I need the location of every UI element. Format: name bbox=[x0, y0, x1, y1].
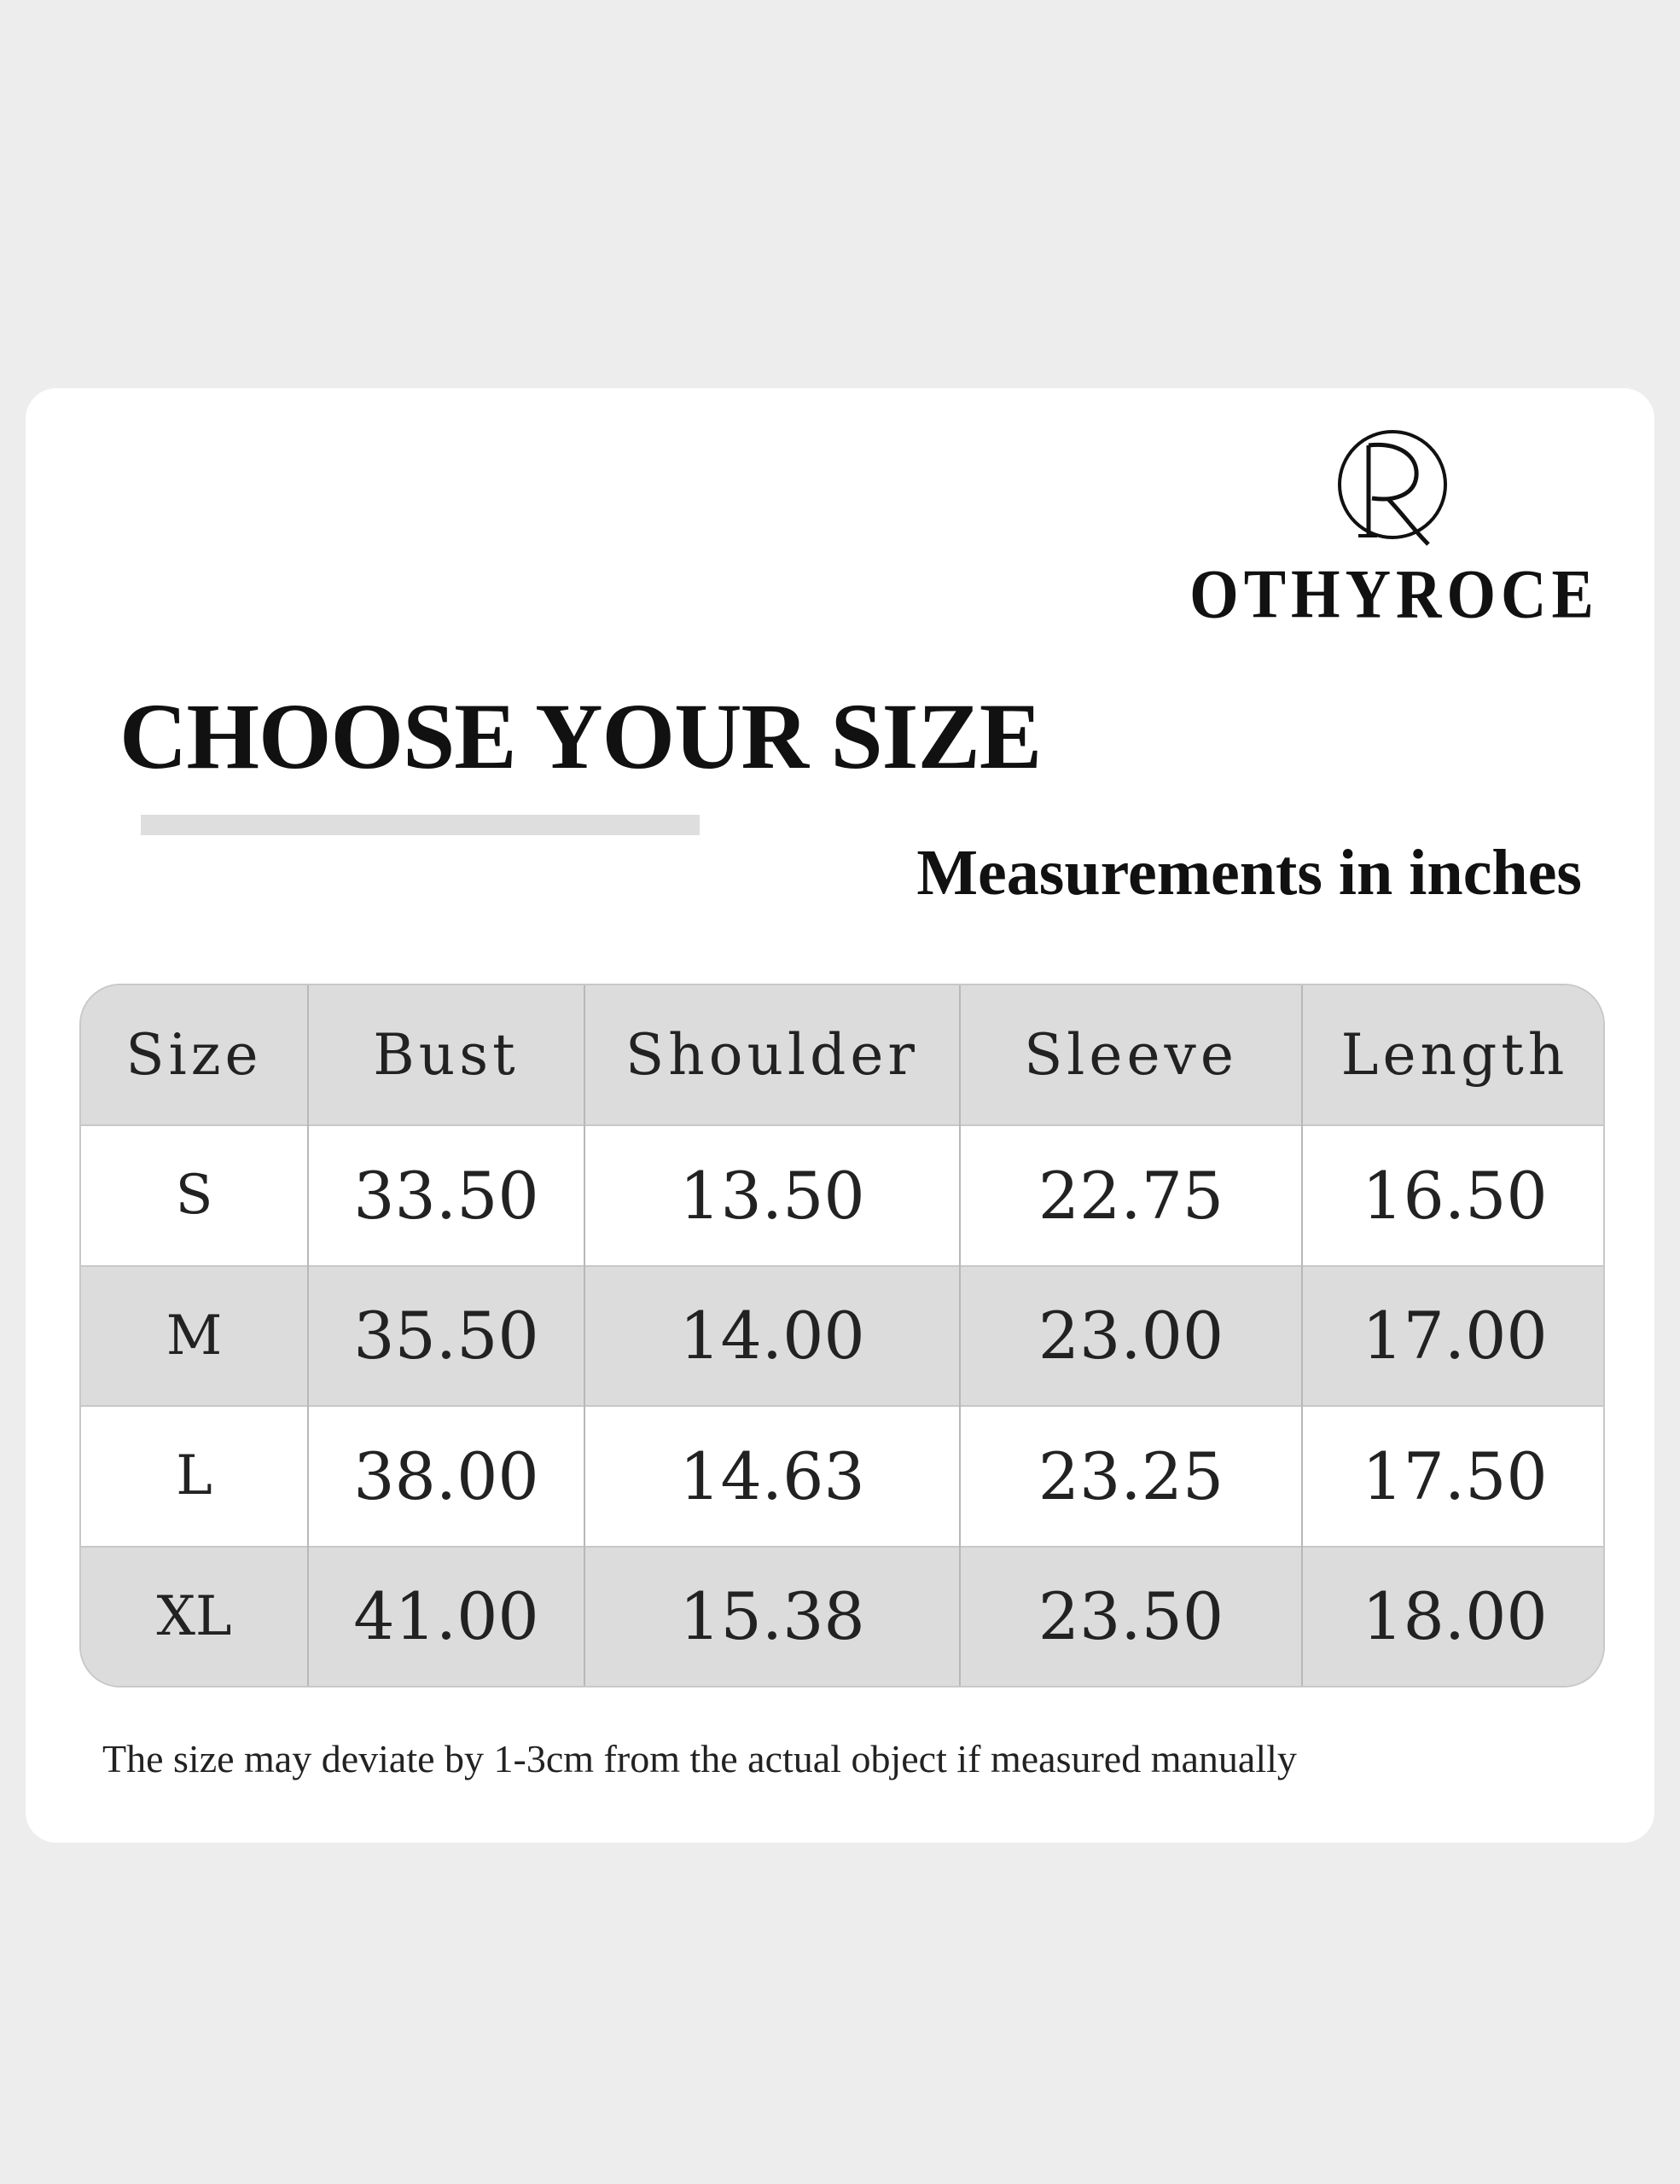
page-title: CHOOSE YOUR SIZE bbox=[119, 684, 1042, 788]
table-row bbox=[81, 1266, 1605, 1407]
header-sleeve: Sleeve bbox=[960, 985, 1302, 1125]
brand-logo bbox=[1189, 427, 1599, 634]
header-length: Length bbox=[1302, 985, 1605, 1125]
table-header-row bbox=[81, 985, 1605, 1125]
bust-value: 41.00 bbox=[308, 1547, 584, 1687]
shoulder-value: 15.38 bbox=[584, 1547, 960, 1687]
length-value: 18.00 bbox=[1302, 1547, 1605, 1687]
size-label: L bbox=[81, 1406, 308, 1547]
shoulder-value: 14.63 bbox=[584, 1406, 960, 1547]
size-label: S bbox=[81, 1125, 308, 1266]
measurement-disclaimer: The size may deviate by 1-3cm from the actual object if measured manually bbox=[102, 1737, 1297, 1780]
size-table bbox=[79, 984, 1605, 1687]
bust-value: 35.50 bbox=[308, 1266, 584, 1407]
table-row bbox=[81, 1125, 1605, 1266]
header-bust: Bust bbox=[308, 985, 584, 1125]
sleeve-value: 23.50 bbox=[960, 1547, 1302, 1687]
bust-value: 38.00 bbox=[308, 1406, 584, 1547]
sleeve-value: 22.75 bbox=[960, 1125, 1302, 1266]
shoulder-value: 14.00 bbox=[584, 1266, 960, 1407]
size-label: M bbox=[81, 1266, 308, 1407]
units-subtitle: Measurements in inches bbox=[916, 837, 1582, 909]
size-label: XL bbox=[81, 1547, 308, 1687]
sleeve-value: 23.25 bbox=[960, 1406, 1302, 1547]
shoulder-value: 13.50 bbox=[584, 1125, 960, 1266]
header-size: Size bbox=[81, 985, 308, 1125]
header-shoulder: Shoulder bbox=[584, 985, 960, 1125]
r-monogram-logo-icon bbox=[1334, 427, 1454, 550]
length-value: 16.50 bbox=[1302, 1125, 1605, 1266]
table-row bbox=[81, 1406, 1605, 1547]
size-chart-card bbox=[26, 388, 1654, 1843]
length-value: 17.50 bbox=[1302, 1406, 1605, 1547]
bust-value: 33.50 bbox=[308, 1125, 584, 1266]
title-underline bbox=[141, 815, 700, 835]
sleeve-value: 23.00 bbox=[960, 1266, 1302, 1407]
table-row bbox=[81, 1547, 1605, 1687]
length-value: 17.00 bbox=[1302, 1266, 1605, 1407]
brand-name: OTHYROCE bbox=[1189, 555, 1599, 634]
